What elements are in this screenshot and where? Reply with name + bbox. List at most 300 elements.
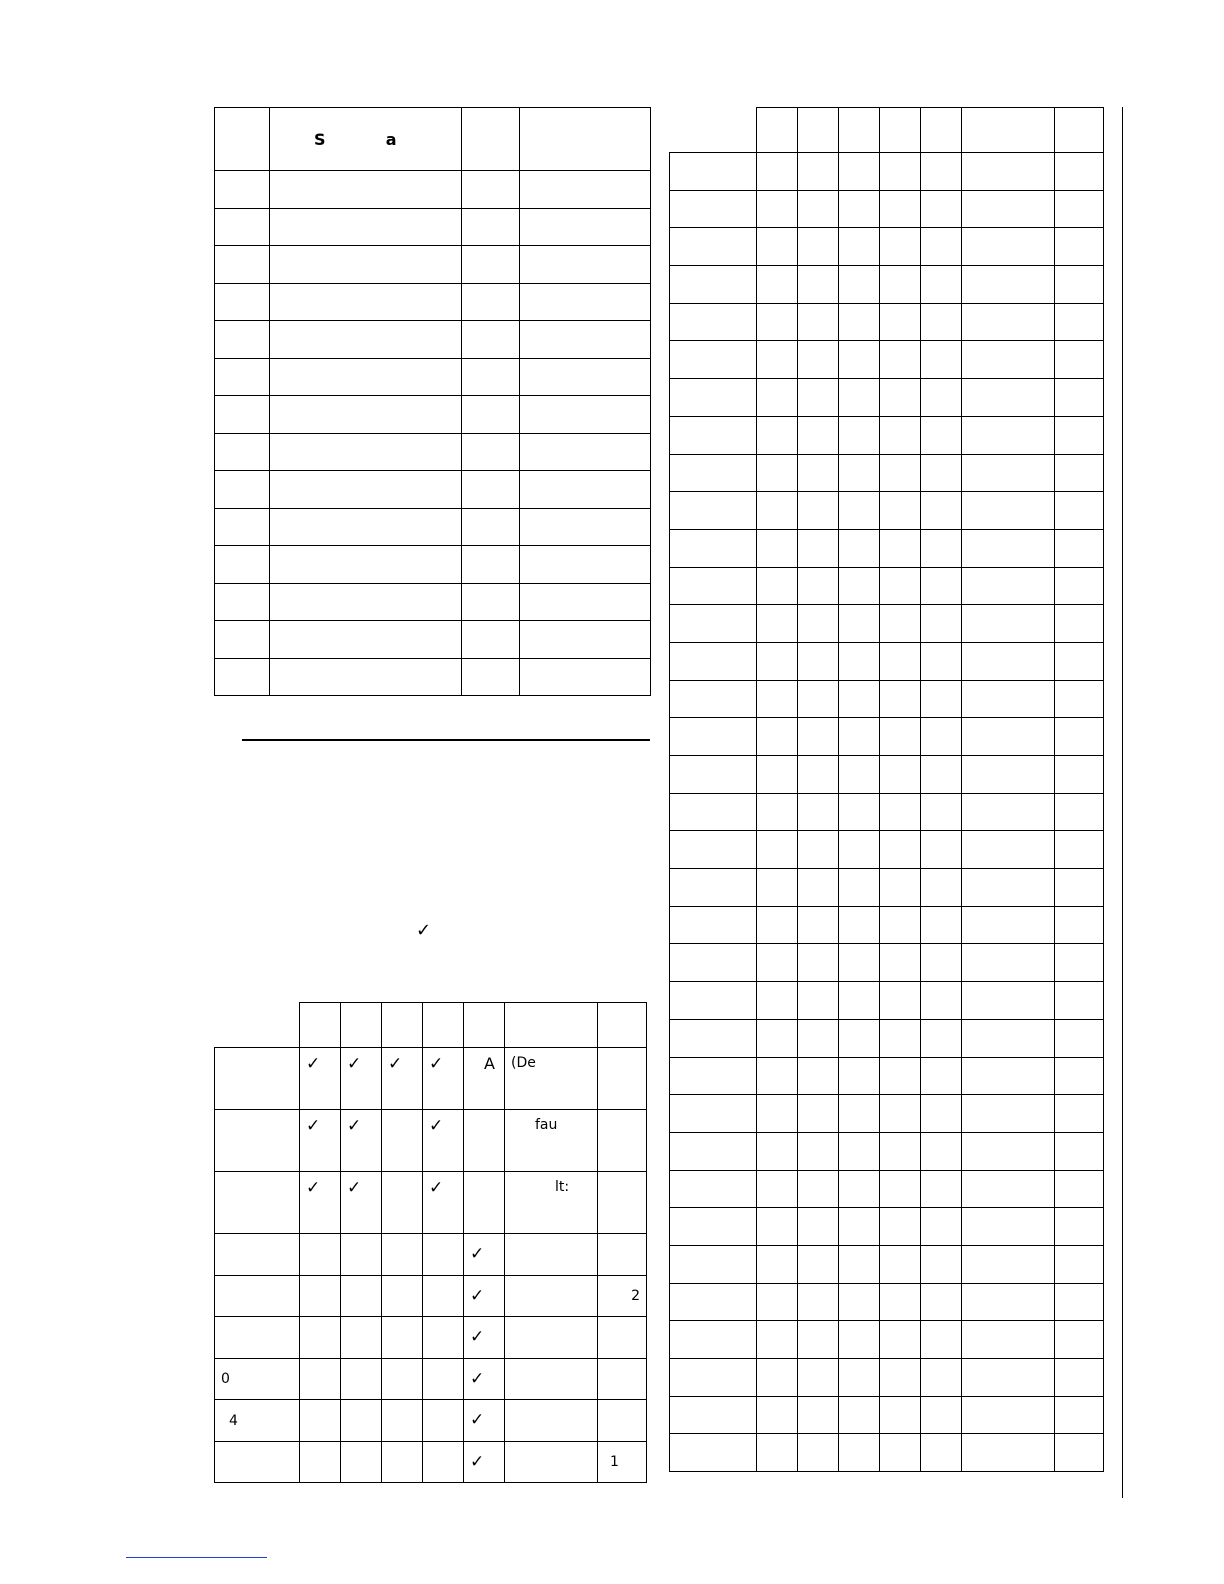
cell-text: A (484, 1054, 495, 1073)
table-cell (598, 1110, 647, 1172)
check-mark-icon: ✓ (470, 1410, 485, 1431)
table-cell (462, 208, 520, 246)
table-cell (921, 605, 962, 643)
check-mark-icon: ✓ (470, 1285, 485, 1306)
table-cell (880, 416, 921, 454)
table-cell (757, 1132, 798, 1170)
cell-text (215, 1288, 221, 1304)
table-cell (798, 341, 839, 379)
table-cell (505, 1275, 598, 1317)
table-cell (670, 831, 757, 869)
table-row (215, 1110, 647, 1172)
table-cell (921, 680, 962, 718)
table-cell (921, 944, 962, 982)
table-cell (798, 1208, 839, 1246)
table-cell (798, 1283, 839, 1321)
table-cell (962, 642, 1055, 680)
table-cell (962, 944, 1055, 982)
table-cell (1055, 454, 1104, 492)
header-fragment: a (385, 129, 397, 149)
table-cell (839, 869, 880, 907)
table-cell (670, 944, 757, 982)
table-row (215, 1317, 647, 1359)
table-cell (839, 492, 880, 530)
table-row (670, 228, 1104, 266)
table-cell (880, 605, 921, 643)
table-cell (757, 266, 798, 304)
table-cell (270, 546, 462, 584)
table-row (215, 508, 651, 546)
table-cell (670, 529, 757, 567)
table-cell (880, 1283, 921, 1321)
table-cell (464, 1317, 505, 1359)
table-cell (215, 321, 270, 359)
table-cell (598, 1358, 647, 1400)
table-cell (598, 1400, 647, 1442)
table-cell (505, 1317, 598, 1359)
table-cell (670, 1019, 757, 1057)
table-cell (839, 1321, 880, 1359)
table-cell (880, 228, 921, 266)
table-cell (382, 1400, 423, 1442)
table-cell (757, 982, 798, 1020)
table-row (215, 208, 651, 246)
table-cell (839, 1434, 880, 1472)
table-cell (880, 1245, 921, 1283)
table-cell (839, 642, 880, 680)
table-cell (757, 1019, 798, 1057)
table-cell (462, 471, 520, 509)
table-cell (921, 153, 962, 191)
table-row (670, 906, 1104, 944)
table-row (215, 583, 651, 621)
table-cell (962, 341, 1055, 379)
table-cell (880, 492, 921, 530)
table-cell (921, 492, 962, 530)
table-cell (462, 171, 520, 209)
table-cell (670, 190, 757, 228)
table-cell (1055, 190, 1104, 228)
check-mark-icon: ✓ (470, 1244, 485, 1265)
table-cell (341, 1172, 382, 1234)
table-cell (215, 621, 270, 659)
table-cell (757, 831, 798, 869)
table-cell (670, 454, 757, 492)
table-cell (462, 433, 520, 471)
table-cell (962, 416, 1055, 454)
table-cell (341, 1048, 382, 1110)
table-row (670, 1057, 1104, 1095)
table-row (215, 1234, 647, 1276)
table-cell (505, 1110, 598, 1172)
divider-line (242, 739, 650, 741)
table-cell (464, 1234, 505, 1276)
table-cell (215, 1358, 300, 1400)
cell-text (215, 1330, 221, 1346)
table-cell (757, 944, 798, 982)
table-cell (670, 906, 757, 944)
table-cell (670, 1095, 757, 1133)
table-cell (1055, 1057, 1104, 1095)
table-cell (839, 228, 880, 266)
table-cell (798, 266, 839, 304)
table-cell (921, 379, 962, 417)
table-cell (880, 1170, 921, 1208)
table-cell (270, 471, 462, 509)
table-cell (1055, 1019, 1104, 1057)
table-cell (670, 153, 757, 191)
table-cell (670, 379, 757, 417)
table-cell (505, 1234, 598, 1276)
table-cell (798, 416, 839, 454)
table-cell (839, 1019, 880, 1057)
table-row (670, 793, 1104, 831)
table-cell (962, 605, 1055, 643)
table-cell (670, 303, 757, 341)
table-cell (270, 658, 462, 696)
table-cell (423, 1441, 464, 1483)
check-mark-icon: ✓ (347, 1054, 362, 1074)
table-cell (798, 190, 839, 228)
table-row (670, 718, 1104, 756)
table-cell (520, 621, 651, 659)
table-cell (921, 1359, 962, 1397)
table-cell (215, 433, 270, 471)
table-cell (962, 1321, 1055, 1359)
table-cell (215, 1110, 300, 1172)
table-cell (757, 416, 798, 454)
table-cell (423, 1358, 464, 1400)
check-mark-icon: ✓ (347, 1178, 362, 1198)
table-cell (670, 1170, 757, 1208)
table-cell (962, 266, 1055, 304)
table-row (670, 529, 1104, 567)
table-cell (300, 1275, 341, 1317)
table-cell (270, 396, 462, 434)
table-cell (270, 321, 462, 359)
table-cell (839, 1396, 880, 1434)
table-cell (880, 303, 921, 341)
table-cell (880, 266, 921, 304)
table-cell (921, 1283, 962, 1321)
table-cell (962, 1396, 1055, 1434)
table-cell (798, 454, 839, 492)
table-cell (423, 1400, 464, 1442)
table-cell (520, 546, 651, 584)
table-cell (962, 906, 1055, 944)
table-cell (215, 396, 270, 434)
table-row (670, 831, 1104, 869)
table-cell (757, 153, 798, 191)
table-cell (757, 1434, 798, 1472)
table-cell (962, 303, 1055, 341)
table-cell (670, 793, 757, 831)
table-cell (757, 605, 798, 643)
table-cell (921, 793, 962, 831)
table-cell (798, 605, 839, 643)
table-cell (798, 906, 839, 944)
top-left-table (214, 107, 651, 696)
cell-text (215, 1179, 221, 1195)
table-cell (839, 831, 880, 869)
table-row (670, 605, 1104, 643)
cell-text (215, 1247, 221, 1263)
cell-text: (De (511, 1055, 536, 1071)
table-cell (880, 153, 921, 191)
table-cell (464, 1048, 505, 1110)
table-cell (1055, 1321, 1104, 1359)
table-row (670, 153, 1104, 191)
table-cell (962, 153, 1055, 191)
table-cell (462, 283, 520, 321)
table-cell (921, 1095, 962, 1133)
table-cell (215, 283, 270, 321)
table-cell (382, 1275, 423, 1317)
cell-text: 4 (229, 1412, 238, 1429)
table-cell (962, 756, 1055, 794)
table-cell (921, 341, 962, 379)
table-cell (670, 1245, 757, 1283)
table-cell (757, 718, 798, 756)
table-cell (382, 1234, 423, 1276)
table-cell (962, 492, 1055, 530)
table-cell (1055, 1396, 1104, 1434)
table-row (670, 1283, 1104, 1321)
cell-text (215, 1055, 221, 1071)
check-mark-icon: ✓ (306, 1178, 321, 1198)
table-cell (520, 283, 651, 321)
table-row (670, 1208, 1104, 1246)
table-cell (270, 283, 462, 321)
table-cell (921, 228, 962, 266)
table-cell (757, 228, 798, 266)
table-cell (670, 266, 757, 304)
table-cell (921, 642, 962, 680)
cell-text: 2 (631, 1288, 640, 1305)
table-cell (757, 869, 798, 907)
table-cell (1055, 416, 1104, 454)
table-cell (880, 869, 921, 907)
table-cell (880, 680, 921, 718)
table-cell (670, 341, 757, 379)
table-cell (670, 1283, 757, 1321)
table-cell (880, 1321, 921, 1359)
table-cell (270, 171, 462, 209)
table-cell (670, 1396, 757, 1434)
check-mark-icon: ✓ (416, 920, 432, 941)
table-cell (839, 1095, 880, 1133)
check-mark-icon: ✓ (347, 1116, 362, 1136)
table-cell (880, 454, 921, 492)
table-cell (757, 1245, 798, 1283)
table-cell (505, 1358, 598, 1400)
table-cell (462, 358, 520, 396)
table-cell (839, 756, 880, 794)
table-cell (798, 718, 839, 756)
table-cell (757, 529, 798, 567)
table-cell (670, 416, 757, 454)
table-cell (880, 1132, 921, 1170)
table-row (215, 1048, 647, 1110)
table-cell (921, 982, 962, 1020)
check-mark-icon: ✓ (429, 1116, 444, 1136)
table-row (670, 567, 1104, 605)
table-cell (962, 718, 1055, 756)
table-cell (382, 1110, 423, 1172)
check-mark-icon: ✓ (470, 1368, 485, 1389)
table-body (215, 171, 651, 696)
table-cell (1055, 680, 1104, 718)
table-cell (382, 1358, 423, 1400)
table-cell (1055, 341, 1104, 379)
table-cell (798, 228, 839, 266)
table-row (215, 171, 651, 209)
table-cell (757, 1359, 798, 1397)
table-cell (798, 492, 839, 530)
table-cell (215, 1275, 300, 1317)
table-cell (598, 1441, 647, 1483)
table-cell (880, 756, 921, 794)
table-cell (839, 529, 880, 567)
table-row (670, 454, 1104, 492)
table-cell (520, 658, 651, 696)
table-cell (341, 1317, 382, 1359)
table-cell (670, 982, 757, 1020)
check-mark-icon: ✓ (470, 1327, 485, 1348)
table-cell (520, 471, 651, 509)
table-header-row (215, 1003, 647, 1048)
table-cell (1055, 303, 1104, 341)
table-cell (757, 1321, 798, 1359)
table-cell (839, 266, 880, 304)
table-cell (423, 1172, 464, 1234)
table-row (670, 642, 1104, 680)
table-cell (462, 583, 520, 621)
table-row (670, 416, 1104, 454)
table-cell (300, 1358, 341, 1400)
table-row (670, 266, 1104, 304)
table-cell (798, 1321, 839, 1359)
table-cell (670, 1434, 757, 1472)
table-row (670, 680, 1104, 718)
table-cell (215, 358, 270, 396)
table-cell (839, 718, 880, 756)
table-cell (839, 1245, 880, 1283)
table-cell (880, 642, 921, 680)
table-cell (880, 567, 921, 605)
table-cell (1055, 1095, 1104, 1133)
table-cell (1055, 793, 1104, 831)
table-cell (962, 190, 1055, 228)
table-cell (670, 680, 757, 718)
table-cell (1055, 756, 1104, 794)
table-cell (757, 1283, 798, 1321)
table-row (215, 1400, 647, 1442)
table-cell (798, 529, 839, 567)
table-cell (839, 906, 880, 944)
table-cell (462, 321, 520, 359)
table-cell (839, 416, 880, 454)
table-row (215, 471, 651, 509)
table-cell (798, 303, 839, 341)
table-cell (880, 379, 921, 417)
table-cell (505, 1400, 598, 1442)
table-cell (670, 1132, 757, 1170)
table-cell (798, 1095, 839, 1133)
table-cell (880, 1359, 921, 1397)
table-cell (880, 1019, 921, 1057)
margin-rule (1122, 107, 1123, 1498)
table-cell (598, 1172, 647, 1234)
table-cell (464, 1400, 505, 1442)
table-cell (757, 1095, 798, 1133)
cell-text: fau (535, 1117, 558, 1133)
table-cell (300, 1110, 341, 1172)
table-cell (1055, 944, 1104, 982)
table-cell (1055, 831, 1104, 869)
table-cell (520, 583, 651, 621)
table-cell (300, 1048, 341, 1110)
table-cell (839, 567, 880, 605)
table-cell (270, 358, 462, 396)
table-cell (798, 1019, 839, 1057)
cell-text: 1 (610, 1454, 619, 1471)
table-cell (757, 756, 798, 794)
table-header-row (215, 108, 651, 171)
table-cell (921, 1434, 962, 1472)
table-cell (839, 982, 880, 1020)
table-cell (880, 529, 921, 567)
bottom-check-table (214, 1002, 647, 1483)
table-cell (839, 1132, 880, 1170)
table-cell (962, 1208, 1055, 1246)
table-cell (1055, 642, 1104, 680)
table-row (670, 303, 1104, 341)
table-cell (1055, 1170, 1104, 1208)
table-cell (798, 642, 839, 680)
table-cell (215, 1400, 300, 1442)
table-cell (215, 546, 270, 584)
table-row (670, 756, 1104, 794)
table-cell (839, 944, 880, 982)
table-cell (670, 567, 757, 605)
table-row (670, 1019, 1104, 1057)
table-cell (921, 529, 962, 567)
table-cell (1055, 228, 1104, 266)
table-row (215, 1358, 647, 1400)
table-cell (921, 718, 962, 756)
table-cell (880, 1095, 921, 1133)
table-cell (757, 567, 798, 605)
table-cell (1055, 266, 1104, 304)
table-cell (839, 379, 880, 417)
table-cell (1055, 906, 1104, 944)
table-cell (462, 508, 520, 546)
table-cell (341, 1441, 382, 1483)
table-cell (839, 190, 880, 228)
table-cell (300, 1441, 341, 1483)
table-cell (423, 1275, 464, 1317)
table-row (670, 1359, 1104, 1397)
table-cell (962, 869, 1055, 907)
table-cell (962, 1019, 1055, 1057)
table-cell (839, 793, 880, 831)
table-cell (798, 793, 839, 831)
table-cell (757, 1057, 798, 1095)
table-cell (520, 321, 651, 359)
table-cell (839, 153, 880, 191)
table-cell (341, 1275, 382, 1317)
